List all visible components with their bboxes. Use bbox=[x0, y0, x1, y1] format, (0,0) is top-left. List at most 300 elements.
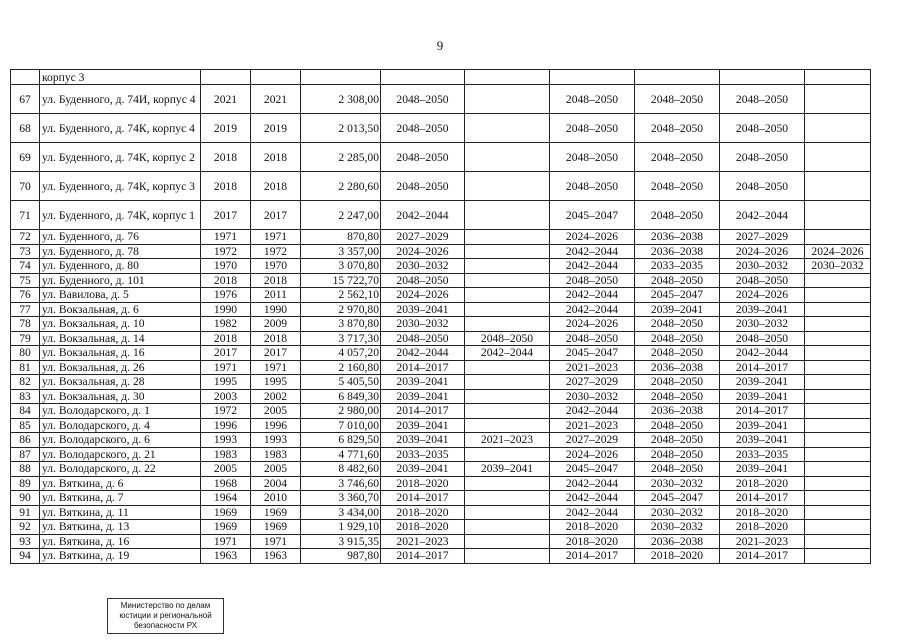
year-built-cell: 2018 bbox=[201, 273, 251, 288]
period-cell-3: 2021–2023 bbox=[550, 360, 635, 375]
table-row bbox=[11, 505, 871, 520]
period-cell-1: 2014–2017 bbox=[381, 404, 465, 419]
period-cell-1: 2048–2050 bbox=[381, 331, 465, 346]
table-row bbox=[11, 476, 871, 491]
address-cell: ул. Вавилова, д. 5 bbox=[40, 288, 201, 303]
year-built-cell: 1996 bbox=[201, 418, 251, 433]
year-commissioned-cell: 2017 bbox=[251, 201, 301, 230]
period-cell-3: 2048–2050 bbox=[550, 172, 635, 201]
period-cell-2 bbox=[465, 404, 550, 419]
period-cell-1: 2024–2026 bbox=[381, 288, 465, 303]
year-built-cell: 2005 bbox=[201, 462, 251, 477]
period-cell-3: 2045–2047 bbox=[550, 346, 635, 361]
row-number-cell: 76 bbox=[11, 288, 40, 303]
area-cell: 6 829,50 bbox=[301, 433, 381, 448]
period-cell-4: 2036–2038 bbox=[635, 244, 720, 259]
table-row bbox=[11, 520, 871, 535]
period-cell-5: 2039–2041 bbox=[720, 302, 805, 317]
row-number-cell: 67 bbox=[11, 85, 40, 114]
period-cell-1: 2021–2023 bbox=[381, 534, 465, 549]
address-cell: ул. Вяткина, д. 13 bbox=[40, 520, 201, 535]
period-cell-2 bbox=[465, 549, 550, 564]
period-cell-3: 2045–2047 bbox=[550, 201, 635, 230]
period-cell-1: 2014–2017 bbox=[381, 360, 465, 375]
period-cell-6 bbox=[805, 476, 871, 491]
area-cell: 3 360,70 bbox=[301, 491, 381, 506]
address-cell: ул. Вокзальная, д. 30 bbox=[40, 389, 201, 404]
period-cell-5: 2014–2017 bbox=[720, 491, 805, 506]
period-cell-5: 2014–2017 bbox=[720, 549, 805, 564]
address-cell: корпус 3 bbox=[40, 70, 201, 85]
address-cell: ул. Вокзальная, д. 10 bbox=[40, 317, 201, 332]
row-number-cell bbox=[11, 70, 40, 85]
period-cell-2 bbox=[465, 201, 550, 230]
period-cell-5: 2039–2041 bbox=[720, 462, 805, 477]
row-number-cell: 94 bbox=[11, 549, 40, 564]
stamp-line: Министерство по делам bbox=[120, 601, 211, 610]
area-cell: 7 010,00 bbox=[301, 418, 381, 433]
period-cell-3: 2042–2044 bbox=[550, 491, 635, 506]
address-cell: ул. Буденного, д. 74К, корпус 1 bbox=[40, 201, 201, 230]
row-number-cell: 84 bbox=[11, 404, 40, 419]
area-cell: 2 562,10 bbox=[301, 288, 381, 303]
empty-cell bbox=[301, 70, 381, 85]
row-number-cell: 80 bbox=[11, 346, 40, 361]
table-row bbox=[11, 534, 871, 549]
table-row bbox=[11, 143, 871, 172]
year-built-cell: 1982 bbox=[201, 317, 251, 332]
table-row-continuation bbox=[11, 70, 871, 85]
table-row bbox=[11, 418, 871, 433]
address-cell: ул. Вяткина, д. 16 bbox=[40, 534, 201, 549]
period-cell-6 bbox=[805, 462, 871, 477]
row-number-cell: 90 bbox=[11, 491, 40, 506]
period-cell-1: 2039–2041 bbox=[381, 462, 465, 477]
period-cell-5: 2039–2041 bbox=[720, 418, 805, 433]
year-commissioned-cell: 1971 bbox=[251, 230, 301, 245]
period-cell-5: 2039–2041 bbox=[720, 375, 805, 390]
period-cell-6 bbox=[805, 85, 871, 114]
year-commissioned-cell: 2009 bbox=[251, 317, 301, 332]
area-cell: 15 722,70 bbox=[301, 273, 381, 288]
period-cell-2 bbox=[465, 172, 550, 201]
empty-cell bbox=[251, 70, 301, 85]
period-cell-1: 2039–2041 bbox=[381, 302, 465, 317]
year-commissioned-cell: 2002 bbox=[251, 389, 301, 404]
area-cell: 3 746,60 bbox=[301, 476, 381, 491]
period-cell-3: 2027–2029 bbox=[550, 375, 635, 390]
period-cell-5: 2021–2023 bbox=[720, 534, 805, 549]
table-row bbox=[11, 404, 871, 419]
area-cell: 2 970,80 bbox=[301, 302, 381, 317]
period-cell-6 bbox=[805, 143, 871, 172]
period-cell-2 bbox=[465, 288, 550, 303]
year-built-cell: 2017 bbox=[201, 201, 251, 230]
period-cell-5: 2024–2026 bbox=[720, 244, 805, 259]
row-number-cell: 72 bbox=[11, 230, 40, 245]
period-cell-4: 2048–2050 bbox=[635, 143, 720, 172]
period-cell-5: 2048–2050 bbox=[720, 172, 805, 201]
period-cell-5: 2039–2041 bbox=[720, 433, 805, 448]
period-cell-5: 2042–2044 bbox=[720, 346, 805, 361]
period-cell-2 bbox=[465, 114, 550, 143]
year-built-cell: 2003 bbox=[201, 389, 251, 404]
period-cell-6 bbox=[805, 534, 871, 549]
period-cell-5: 2039–2041 bbox=[720, 389, 805, 404]
area-cell: 4 057,20 bbox=[301, 346, 381, 361]
table-row bbox=[11, 447, 871, 462]
row-number-cell: 69 bbox=[11, 143, 40, 172]
ministry-stamp bbox=[107, 598, 224, 634]
period-cell-2 bbox=[465, 389, 550, 404]
period-cell-5: 2030–2032 bbox=[720, 259, 805, 274]
year-built-cell: 1963 bbox=[201, 549, 251, 564]
period-cell-2 bbox=[465, 230, 550, 245]
year-built-cell: 1990 bbox=[201, 302, 251, 317]
page-number: 9 bbox=[436, 38, 444, 53]
year-built-cell: 1983 bbox=[201, 447, 251, 462]
period-cell-5: 2048–2050 bbox=[720, 114, 805, 143]
area-cell: 987,80 bbox=[301, 549, 381, 564]
period-cell-2 bbox=[465, 520, 550, 535]
area-cell: 4 771,60 bbox=[301, 447, 381, 462]
period-cell-4: 2036–2038 bbox=[635, 404, 720, 419]
year-built-cell: 2021 bbox=[201, 85, 251, 114]
period-cell-6 bbox=[805, 317, 871, 332]
year-built-cell: 1993 bbox=[201, 433, 251, 448]
period-cell-4: 2048–2050 bbox=[635, 317, 720, 332]
address-cell: ул. Вокзальная, д. 6 bbox=[40, 302, 201, 317]
empty-cell bbox=[201, 70, 251, 85]
period-cell-2 bbox=[465, 143, 550, 172]
period-cell-1: 2018–2020 bbox=[381, 476, 465, 491]
period-cell-3: 2042–2044 bbox=[550, 505, 635, 520]
period-cell-4: 2048–2050 bbox=[635, 375, 720, 390]
period-cell-2 bbox=[465, 491, 550, 506]
period-cell-6 bbox=[805, 447, 871, 462]
table-row bbox=[11, 346, 871, 361]
period-cell-3: 2018–2020 bbox=[550, 520, 635, 535]
period-cell-6 bbox=[805, 346, 871, 361]
period-cell-5: 2018–2020 bbox=[720, 505, 805, 520]
period-cell-4: 2048–2050 bbox=[635, 346, 720, 361]
period-cell-3: 2018–2020 bbox=[550, 534, 635, 549]
period-cell-4: 2039–2041 bbox=[635, 302, 720, 317]
period-cell-1: 2030–2032 bbox=[381, 259, 465, 274]
period-cell-3: 2045–2047 bbox=[550, 462, 635, 477]
area-cell: 3 357,00 bbox=[301, 244, 381, 259]
year-commissioned-cell: 1983 bbox=[251, 447, 301, 462]
year-built-cell: 1964 bbox=[201, 491, 251, 506]
period-cell-6 bbox=[805, 404, 871, 419]
period-cell-6 bbox=[805, 491, 871, 506]
empty-cell bbox=[635, 70, 720, 85]
row-number-cell: 86 bbox=[11, 433, 40, 448]
year-built-cell: 1968 bbox=[201, 476, 251, 491]
period-cell-3: 2042–2044 bbox=[550, 404, 635, 419]
period-cell-3: 2048–2050 bbox=[550, 85, 635, 114]
period-cell-4: 2048–2050 bbox=[635, 85, 720, 114]
year-commissioned-cell: 2004 bbox=[251, 476, 301, 491]
address-cell: ул. Володарского, д. 21 bbox=[40, 447, 201, 462]
address-cell: ул. Володарского, д. 22 bbox=[40, 462, 201, 477]
period-cell-4: 2048–2050 bbox=[635, 201, 720, 230]
year-commissioned-cell: 2010 bbox=[251, 491, 301, 506]
year-commissioned-cell: 2018 bbox=[251, 273, 301, 288]
period-cell-3: 2030–2032 bbox=[550, 389, 635, 404]
period-cell-3: 2021–2023 bbox=[550, 418, 635, 433]
period-cell-3: 2042–2044 bbox=[550, 302, 635, 317]
address-cell: ул. Буденного, д. 74К, корпус 3 bbox=[40, 172, 201, 201]
empty-cell bbox=[381, 70, 465, 85]
period-cell-1: 2048–2050 bbox=[381, 143, 465, 172]
empty-cell bbox=[720, 70, 805, 85]
year-commissioned-cell: 1993 bbox=[251, 433, 301, 448]
address-cell: ул. Володарского, д. 6 bbox=[40, 433, 201, 448]
area-cell: 1 929,10 bbox=[301, 520, 381, 535]
area-cell: 2 160,80 bbox=[301, 360, 381, 375]
period-cell-1: 2039–2041 bbox=[381, 375, 465, 390]
year-built-cell: 1971 bbox=[201, 230, 251, 245]
period-cell-6 bbox=[805, 505, 871, 520]
address-cell: ул. Вокзальная, д. 28 bbox=[40, 375, 201, 390]
table-row bbox=[11, 288, 871, 303]
period-cell-6: 2024–2026 bbox=[805, 244, 871, 259]
row-number-cell: 68 bbox=[11, 114, 40, 143]
period-cell-1: 2039–2041 bbox=[381, 389, 465, 404]
area-cell: 3 870,80 bbox=[301, 317, 381, 332]
period-cell-2 bbox=[465, 317, 550, 332]
period-cell-4: 2030–2032 bbox=[635, 520, 720, 535]
table-row bbox=[11, 331, 871, 346]
table-row bbox=[11, 549, 871, 564]
address-cell: ул. Вяткина, д. 11 bbox=[40, 505, 201, 520]
period-cell-1: 2042–2044 bbox=[381, 201, 465, 230]
period-cell-5: 2014–2017 bbox=[720, 404, 805, 419]
period-cell-4: 2048–2050 bbox=[635, 433, 720, 448]
period-cell-4: 2045–2047 bbox=[635, 288, 720, 303]
year-commissioned-cell: 2017 bbox=[251, 346, 301, 361]
period-cell-1: 2048–2050 bbox=[381, 172, 465, 201]
row-number-cell: 83 bbox=[11, 389, 40, 404]
table-row bbox=[11, 85, 871, 114]
period-cell-3: 2042–2044 bbox=[550, 476, 635, 491]
table-row bbox=[11, 230, 871, 245]
period-cell-4: 2030–2032 bbox=[635, 505, 720, 520]
period-cell-6: 2030–2032 bbox=[805, 259, 871, 274]
period-cell-3: 2024–2026 bbox=[550, 317, 635, 332]
address-cell: ул. Вяткина, д. 6 bbox=[40, 476, 201, 491]
year-built-cell: 2018 bbox=[201, 143, 251, 172]
period-cell-1: 2033–2035 bbox=[381, 447, 465, 462]
period-cell-4: 2048–2050 bbox=[635, 389, 720, 404]
stamp-line: безопасности РХ bbox=[133, 621, 198, 630]
period-cell-3: 2048–2050 bbox=[550, 331, 635, 346]
area-cell: 2 980,00 bbox=[301, 404, 381, 419]
area-cell: 3 915,35 bbox=[301, 534, 381, 549]
year-commissioned-cell: 1963 bbox=[251, 549, 301, 564]
period-cell-2 bbox=[465, 85, 550, 114]
row-number-cell: 81 bbox=[11, 360, 40, 375]
period-cell-3: 2042–2044 bbox=[550, 244, 635, 259]
year-commissioned-cell: 1969 bbox=[251, 520, 301, 535]
period-cell-2 bbox=[465, 476, 550, 491]
period-cell-6 bbox=[805, 114, 871, 143]
period-cell-2 bbox=[465, 273, 550, 288]
address-cell: ул. Буденного, д. 80 bbox=[40, 259, 201, 274]
table-row bbox=[11, 273, 871, 288]
address-cell: ул. Буденного, д. 74К, корпус 2 bbox=[40, 143, 201, 172]
period-cell-4: 2048–2050 bbox=[635, 447, 720, 462]
period-cell-6 bbox=[805, 520, 871, 535]
period-cell-2: 2042–2044 bbox=[465, 346, 550, 361]
address-cell: ул. Вокзальная, д. 14 bbox=[40, 331, 201, 346]
period-cell-4: 2018–2020 bbox=[635, 549, 720, 564]
row-number-cell: 73 bbox=[11, 244, 40, 259]
year-commissioned-cell: 2021 bbox=[251, 85, 301, 114]
year-commissioned-cell: 2018 bbox=[251, 331, 301, 346]
period-cell-5: 2014–2017 bbox=[720, 360, 805, 375]
period-cell-2 bbox=[465, 302, 550, 317]
period-cell-2 bbox=[465, 375, 550, 390]
year-built-cell: 2018 bbox=[201, 331, 251, 346]
period-cell-5: 2042–2044 bbox=[720, 201, 805, 230]
year-commissioned-cell: 2005 bbox=[251, 462, 301, 477]
year-commissioned-cell: 2019 bbox=[251, 114, 301, 143]
year-commissioned-cell: 1972 bbox=[251, 244, 301, 259]
table-row bbox=[11, 462, 871, 477]
period-cell-2 bbox=[465, 418, 550, 433]
period-cell-3: 2042–2044 bbox=[550, 288, 635, 303]
address-cell: ул. Вокзальная, д. 16 bbox=[40, 346, 201, 361]
period-cell-4: 2036–2038 bbox=[635, 360, 720, 375]
period-cell-5: 2048–2050 bbox=[720, 273, 805, 288]
period-cell-3: 2048–2050 bbox=[550, 273, 635, 288]
housing-registry-table bbox=[10, 69, 871, 564]
year-commissioned-cell: 1990 bbox=[251, 302, 301, 317]
period-cell-4: 2048–2050 bbox=[635, 273, 720, 288]
period-cell-2: 2039–2041 bbox=[465, 462, 550, 477]
period-cell-3: 2014–2017 bbox=[550, 549, 635, 564]
address-cell: ул. Буденного, д. 74К, корпус 4 bbox=[40, 114, 201, 143]
period-cell-1: 2014–2017 bbox=[381, 549, 465, 564]
table-row bbox=[11, 375, 871, 390]
year-built-cell: 1972 bbox=[201, 404, 251, 419]
year-commissioned-cell: 1971 bbox=[251, 360, 301, 375]
address-cell: ул. Вокзальная, д. 26 bbox=[40, 360, 201, 375]
period-cell-5: 2018–2020 bbox=[720, 520, 805, 535]
period-cell-1: 2018–2020 bbox=[381, 505, 465, 520]
year-built-cell: 1971 bbox=[201, 534, 251, 549]
period-cell-5: 2048–2050 bbox=[720, 143, 805, 172]
area-cell: 5 405,50 bbox=[301, 375, 381, 390]
period-cell-4: 2048–2050 bbox=[635, 114, 720, 143]
row-number-cell: 79 bbox=[11, 331, 40, 346]
period-cell-4: 2036–2038 bbox=[635, 534, 720, 549]
period-cell-2 bbox=[465, 447, 550, 462]
period-cell-5: 2018–2020 bbox=[720, 476, 805, 491]
empty-cell bbox=[805, 70, 871, 85]
row-number-cell: 92 bbox=[11, 520, 40, 535]
table-row bbox=[11, 201, 871, 230]
period-cell-6 bbox=[805, 549, 871, 564]
period-cell-4: 2045–2047 bbox=[635, 491, 720, 506]
period-cell-1: 2027–2029 bbox=[381, 230, 465, 245]
row-number-cell: 85 bbox=[11, 418, 40, 433]
table-row bbox=[11, 114, 871, 143]
address-cell: ул. Вяткина, д. 7 bbox=[40, 491, 201, 506]
table-row bbox=[11, 389, 871, 404]
period-cell-2: 2021–2023 bbox=[465, 433, 550, 448]
row-number-cell: 71 bbox=[11, 201, 40, 230]
row-number-cell: 75 bbox=[11, 273, 40, 288]
stamp-line: юстиции и региональной bbox=[119, 611, 212, 620]
table-row bbox=[11, 491, 871, 506]
row-number-cell: 82 bbox=[11, 375, 40, 390]
period-cell-6 bbox=[805, 273, 871, 288]
area-cell: 6 849,30 bbox=[301, 389, 381, 404]
area-cell: 8 482,60 bbox=[301, 462, 381, 477]
period-cell-5: 2048–2050 bbox=[720, 85, 805, 114]
period-cell-4: 2048–2050 bbox=[635, 172, 720, 201]
year-commissioned-cell: 2005 bbox=[251, 404, 301, 419]
empty-cell bbox=[465, 70, 550, 85]
year-built-cell: 2017 bbox=[201, 346, 251, 361]
period-cell-5: 2024–2026 bbox=[720, 288, 805, 303]
period-cell-2 bbox=[465, 360, 550, 375]
period-cell-3: 2042–2044 bbox=[550, 259, 635, 274]
address-cell: ул. Буденного, д. 76 bbox=[40, 230, 201, 245]
area-cell: 3 717,30 bbox=[301, 331, 381, 346]
area-cell: 2 013,50 bbox=[301, 114, 381, 143]
period-cell-1: 2014–2017 bbox=[381, 491, 465, 506]
period-cell-4: 2048–2050 bbox=[635, 462, 720, 477]
year-commissioned-cell: 2011 bbox=[251, 288, 301, 303]
year-built-cell: 2018 bbox=[201, 172, 251, 201]
year-built-cell: 1995 bbox=[201, 375, 251, 390]
year-commissioned-cell: 2018 bbox=[251, 172, 301, 201]
empty-cell bbox=[550, 70, 635, 85]
row-number-cell: 70 bbox=[11, 172, 40, 201]
period-cell-6 bbox=[805, 172, 871, 201]
year-built-cell: 1969 bbox=[201, 520, 251, 535]
table-row bbox=[11, 259, 871, 274]
period-cell-6 bbox=[805, 418, 871, 433]
period-cell-5: 2033–2035 bbox=[720, 447, 805, 462]
area-cell: 870,80 bbox=[301, 230, 381, 245]
table-row bbox=[11, 433, 871, 448]
table-row bbox=[11, 244, 871, 259]
year-built-cell: 1976 bbox=[201, 288, 251, 303]
period-cell-1: 2039–2041 bbox=[381, 418, 465, 433]
period-cell-2 bbox=[465, 259, 550, 274]
period-cell-2: 2048–2050 bbox=[465, 331, 550, 346]
table-row bbox=[11, 172, 871, 201]
address-cell: ул. Буденного, д. 78 bbox=[40, 244, 201, 259]
row-number-cell: 74 bbox=[11, 259, 40, 274]
year-built-cell: 1969 bbox=[201, 505, 251, 520]
address-cell: ул. Володарского, д. 4 bbox=[40, 418, 201, 433]
period-cell-5: 2048–2050 bbox=[720, 331, 805, 346]
period-cell-4: 2048–2050 bbox=[635, 331, 720, 346]
year-commissioned-cell: 1971 bbox=[251, 534, 301, 549]
period-cell-6 bbox=[805, 389, 871, 404]
year-built-cell: 1972 bbox=[201, 244, 251, 259]
period-cell-5: 2030–2032 bbox=[720, 317, 805, 332]
address-cell: ул. Вяткина, д. 19 bbox=[40, 549, 201, 564]
row-number-cell: 78 bbox=[11, 317, 40, 332]
year-built-cell: 2019 bbox=[201, 114, 251, 143]
